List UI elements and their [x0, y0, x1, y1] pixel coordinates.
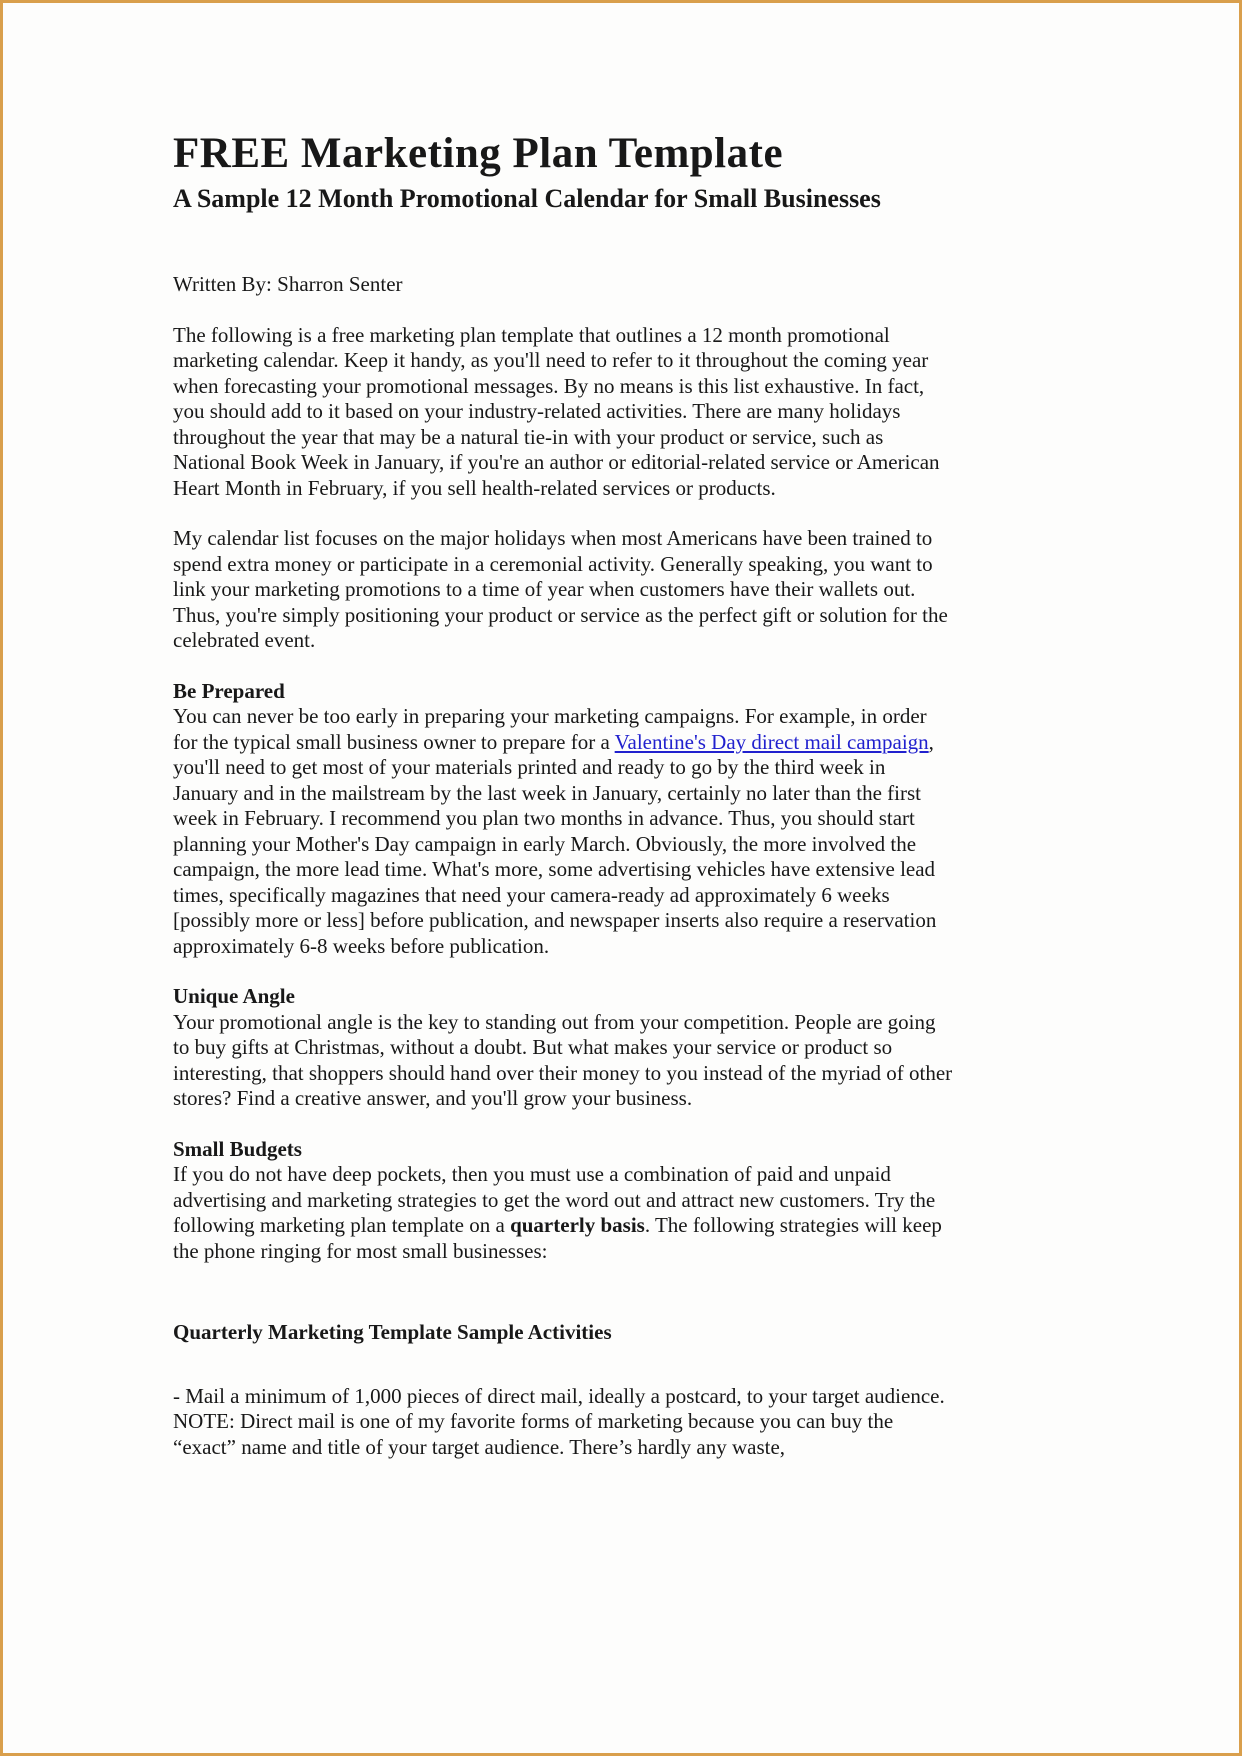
document-body — [173, 323, 955, 1461]
valentines-campaign-link[interactable]: Valentine's Day direct mail campaign — [614, 729, 929, 754]
intro-paragraph-1: The following is a free marketing plan template that outlines a 12 month promotional marketing calendar. Keep it handy, as you'll need to refer to it throughout the coming year when forecasting your promotional messages. By no means is this list exhaustive. In fact, you should add to it based on your industry-related activities. There are many holidays throughout the year that may be a natural tie-in with your product or service, such as National Book Week in January, if you're an author or editorial-related service or American Heart Month in February, if you sell health-related services or products. — [173, 322, 940, 500]
document-content — [3, 3, 963, 1460]
author-byline: Written By: Sharron Senter — [173, 272, 403, 297]
section-heading-unique-angle: Unique Angle — [173, 984, 295, 1009]
quarterly-activity-item-1: - Mail a minimum of 1,000 pieces of direct mail, ideally a postcard, to your target audience. NOTE: Direct mail is one of my favorite forms of marketing because you can buy the “exact” name and title of your target audience. There’s hardly any waste, — [173, 1383, 945, 1459]
small-budgets-text-after-bold: . The following strategies will keep the phone ringing for most small businesses: — [173, 1213, 942, 1263]
intro-paragraph-2: My calendar list focuses on the major holidays when most Americans have been trained to spend extra money or participate in a ceremonial activity. Generally speaking, you want to link your marketing promotions to a time of year when customers have their wallets out. Thus, you're simply positioning your product or service as the perfect gift or solution for the celebrated event. — [173, 526, 948, 653]
unique-angle-paragraph: Your promotional angle is the key to standing out from your competition. People are going to buy gifts at Christmas, without a doubt. But what makes your service or product so interesting, that shoppers should hand over their money to you instead of the myriad of other stores? Find a creative answer, and you'll grow your business. — [173, 1009, 953, 1111]
document-subtitle: A Sample 12 Month Promotional Calendar for Small Businesses — [173, 184, 881, 214]
be-prepared-text-before-link: You can never be too early in preparing your marketing campaigns. For example, in order for the typical small business owner to prepare for a — [173, 704, 927, 754]
small-budgets-paragraph — [173, 1162, 955, 1264]
section-heading-be-prepared: Be Prepared — [173, 678, 285, 703]
document-title: FREE Marketing Plan Template — [173, 130, 784, 177]
quarterly-basis-emphasis: quarterly basis — [510, 1213, 645, 1238]
be-prepared-paragraph — [173, 704, 955, 959]
section-heading-quarterly-activities: Quarterly Marketing Template Sample Activities — [173, 1320, 612, 1345]
be-prepared-text-after-link: , you'll need to get most of your materials printed and ready to go by the third week in January and in the mailstream by the last week in January, certainly no later than the first week in February. I recommend you plan two months in advance. Thus, you should start planning your Mother's Day campaign in early March. Obviously, the more involved the campaign, the more lead time. What's more, some advertising vehicles have extensive lead times, specifically magazines that need your camera-ready ad approximately 6 weeks [possibly more or less] before publication, and newspaper inserts also require a reservation approximately 6-8 weeks before publication. — [173, 729, 937, 958]
small-budgets-text-before-bold: If you do not have deep pockets, then you must use a combination of paid and unpaid advertising and marketing strategies to get the word out and attract new customers. Try the following marketing plan template on a — [173, 1162, 936, 1238]
section-heading-small-budgets: Small Budgets — [173, 1136, 302, 1161]
